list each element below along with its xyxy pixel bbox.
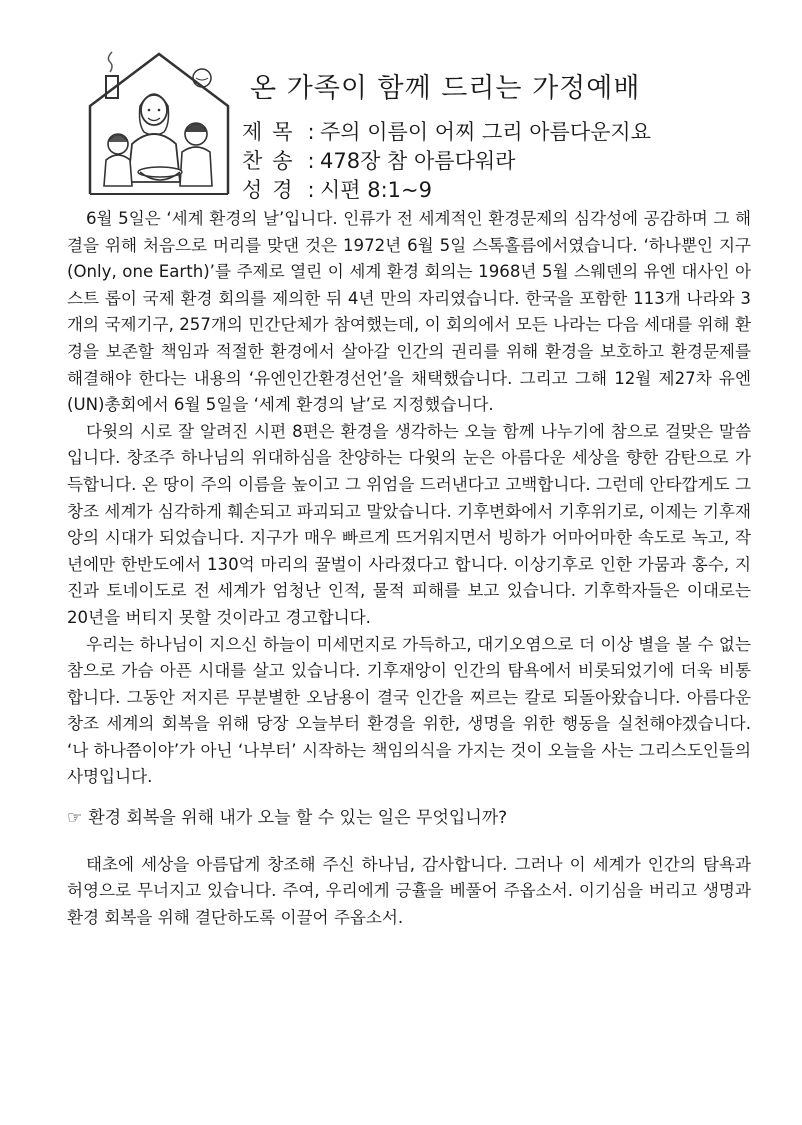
family-house-illustration	[84, 48, 234, 198]
prayer-paragraph: 태초에 세상을 아름답게 창조해 주신 하나님, 감사합니다. 그러나 이 세계가 인간의 탐욕과 허영으로 무너지고 있습니다. 주여, 우리에게 긍휼을 베풀어 주옵소서. 이기심을 버리고 생명과 환경 회복을 위해 결단하도록 이끌어 주옵소서.	[67, 854, 751, 927]
info-row-hymn	[242, 147, 651, 176]
body-paragraph: 우리는 하나님이 지으신 하늘이 미세먼지로 가득하고, 대기오염으로 더 이상 별을 볼 수 없는 참으로 가슴 아픈 시대를 살고 있습니다. 기후재앙이 인간의 탐욕에서 비롯되었기에 더욱 비통합니다. 그동안 저지른 무분별한 오남용이 결국 인간을 찌르는 칼로 되돌아왔습니다. 아름다운 창조 세계의 회복을 위해 당장 오늘부터 환경을 위한, 생명을 위한 행동을 실천해야겠습니다. ‘나 하나쯤이야’가 아닌 ‘나부터’ 시작하는 책임의식을 가지는 것이 오늘을 사는 그리스도인들의 사명입니다.	[67, 634, 751, 787]
info-colon: :	[307, 178, 315, 202]
info-colon: :	[307, 120, 315, 144]
pointing-hand-icon: ☞	[67, 808, 83, 829]
body-paragraph: 다윗의 시로 잘 알려진 시편 8편은 환경을 생각하는 오늘 함께 나누기에 참으로 걸맞은 말씀입니다. 창조주 하나님의 위대하심을 찬양하는 다윗의 눈은 아름다운 세상을 향한 감탄으로 가득합니다. 온 땅이 주의 이름을 높이고 그 위엄을 드러낸다고 고백합니다. 그런데 안타깝게도 그 창조 세계가 심각하게 훼손되고 파괴되고 말았습니다. 기후변화에서 기후위기로, 이제는 기후재앙의 시대가 되었습니다. 지구가 매우 빠르게 뜨거워지면서 빙하가 어마어마한 속도로 녹고, 작년에만 한반도에서 130억 마리의 꿀벌이 사라졌다고 합니다. 이상기후로 인한 가뭄과 홍수, 지진과 토네이도로 전 세계가 엄청난 인적, 물적 피해를 보고 있습니다. 기후학자들은 이대로는 20년을 버티지 못할 것이라고 경고합니다.	[67, 421, 751, 627]
header	[84, 48, 764, 202]
info-value: 478장 참 아름다워라	[320, 149, 516, 173]
service-info	[242, 118, 651, 205]
reflection-question	[67, 805, 751, 832]
info-key: 찬송	[242, 149, 303, 173]
info-row-topic	[242, 118, 651, 147]
info-colon: :	[307, 149, 315, 173]
sermon-body	[67, 206, 751, 931]
question-text: 환경 회복을 위해 내가 오늘 할 수 있는 일은 무엇입니까?	[88, 808, 508, 829]
info-value: 시편 8:1~9	[320, 178, 433, 202]
body-paragraph: 6월 5일은 ‘세계 환경의 날’입니다. 인류가 전 세계적인 환경문제의 심각성에 공감하며 그 해결을 위해 처음으로 머리를 맞댄 것은 1972년 6월 5일 스톡홀름에서였습니다. ‘하나뿐인 지구(Only, one Earth)’를 주제로 열린 이 세계 환경 회의는 1968년 5월 스웨덴의 유엔 대사인 아스트 롭이 국제 환경 회의를 제의한 뒤 4년 만의 자리였습니다. 한국을 포함한 113개 나라와 3개의 국제기구, 257개의 민간단체가 참여했는데, 이 회의에서 모든 나라는 다음 세대를 위해 환경을 보존할 책임과 적절한 환경에서 살아갈 인간의 권리를 위해 환경을 보호하고 환경문제를 해결해야 한다는 내용의 ‘유엔인간환경선언’을 채택했습니다. 그리고 그해 12월 제27차 유엔(UN)총회에서 6월 5일을 ‘세계 환경의 날’로 지정했습니다.	[67, 209, 751, 415]
info-key: 제목	[242, 120, 303, 144]
info-row-scripture	[242, 176, 651, 205]
page-title: 온 가족이 함께 드리는 가정예배	[250, 73, 641, 104]
info-value: 주의 이름이 어찌 그리 아름다운지요	[320, 120, 651, 144]
info-key: 성경	[242, 178, 303, 202]
